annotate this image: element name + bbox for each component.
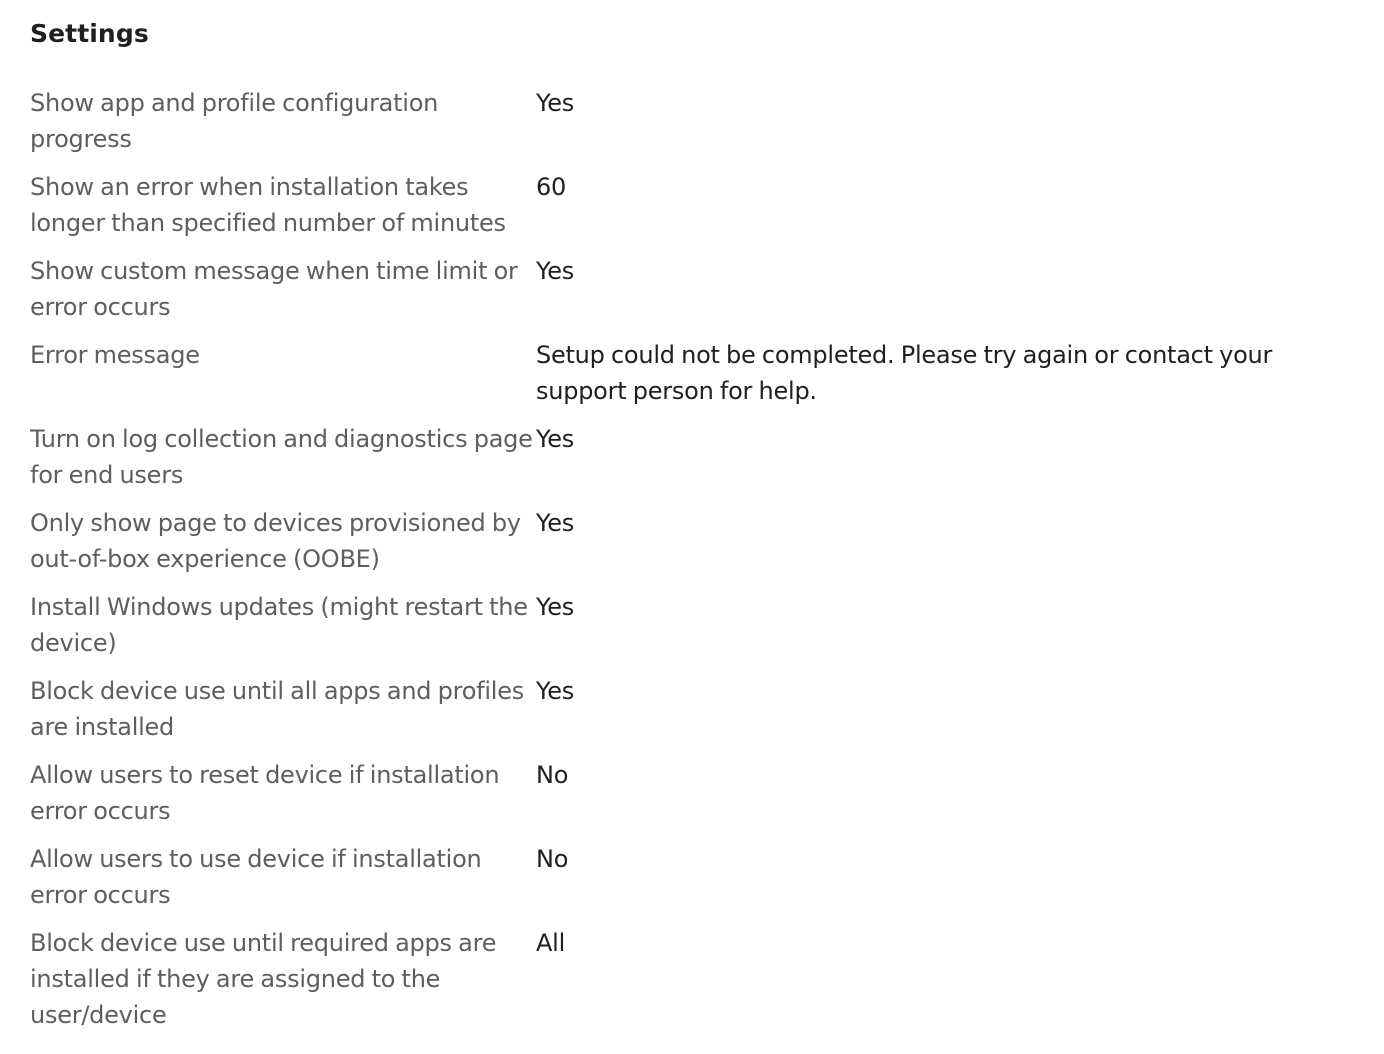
setting-row-allow-use [30,841,1384,913]
setting-label: Allow users to reset device if installation error occurs [30,761,500,825]
setting-value: No [536,845,569,873]
setting-row-block-all-apps [30,673,1384,745]
setting-label: Block device use until all apps and profiles are installed [30,677,524,741]
setting-value: Yes [536,425,574,453]
setting-label: Show custom message when time limit or error occurs [30,257,518,321]
setting-label: Only show page to devices provisioned by out-of-box experience (OOBE) [30,509,521,573]
setting-label: Allow users to use device if installation error occurs [30,845,482,909]
setting-row-block-required-apps [30,925,1384,1033]
setting-row-error-message [30,337,1384,409]
setting-row-allow-reset [30,757,1384,829]
setting-value: Yes [536,593,574,621]
setting-label: Turn on log collection and diagnostics page for end users [30,425,533,489]
setting-label: Install Windows updates (might restart the device) [30,593,528,657]
setting-row-windows-updates [30,589,1384,661]
setting-label: Show app and profile configuration progress [30,89,439,153]
setting-value: No [536,761,569,789]
setting-row-show-progress [30,85,1384,157]
section-title: Settings [30,19,149,48]
setting-row-log-collection [30,421,1384,493]
setting-value: Yes [536,677,574,705]
setting-value: Yes [536,89,574,117]
setting-label: Error message [30,341,200,369]
setting-label: Show an error when installation takes longer than specified number of minutes [30,173,506,237]
setting-value: Yes [536,257,574,285]
setting-label: Block device use until required apps are installed if they are assigned to the user/device [30,929,497,1029]
setting-row-oobe-only [30,505,1384,577]
setting-value: 60 [536,173,567,201]
setting-row-error-timeout [30,169,1384,241]
setting-value: All [536,929,566,957]
setting-row-custom-message [30,253,1384,325]
setting-value: Setup could not be completed. Please try again or contact your support person for help. [536,341,1273,405]
settings-list [30,85,1384,1045]
setting-value: Yes [536,509,574,537]
